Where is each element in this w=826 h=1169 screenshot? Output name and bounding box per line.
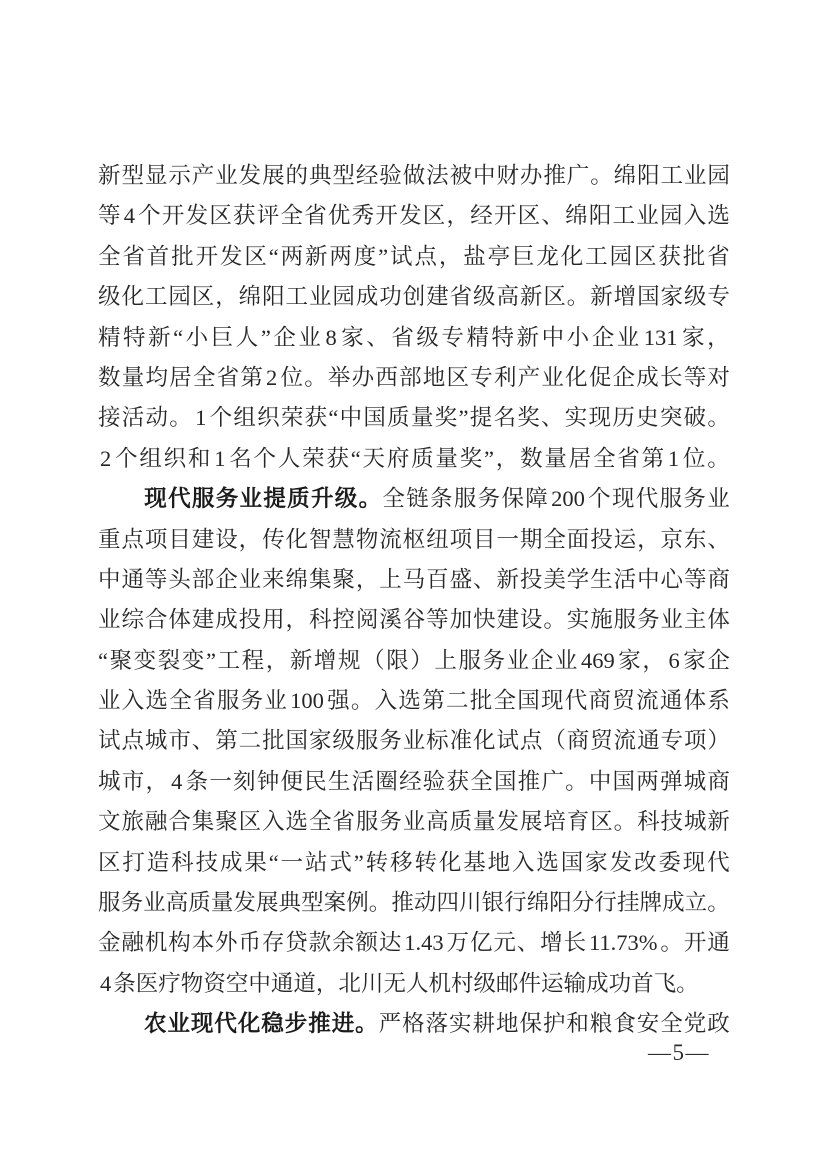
text-line: 农 业 现 代 化 稳 步 推 进 。 严 格 落 实 耕 地 保 护 和 粮 食 安 全 党 政 [98, 1004, 730, 1044]
text-line: 2 个 组 织 和 1 名 个 人 荣 获 “ 天 府 质 量 奖 ” ， 数 量 居 全 省 第 1 位 。 [100, 445, 730, 471]
text-line: 文 旅 融 合 集 聚 区 入 选 全 省 服 务 业 高 质 量 发 展 培 育 区 。 科 技 城 新 [98, 809, 730, 835]
text-line: 服 务 业 高 质 量 发 展 典 型 案 例 。 推 动 四 川 银 行 绵 阳 分 行 挂 牌 成 立 。 [98, 890, 730, 916]
paragraph-indent [98, 505, 143, 506]
text-line: “ 聚 变 裂 变 ” 工 程 ， 新 增 规 （ 限 ） 上 服 务 业 企 业 469 家 ， 6 家 企 [98, 647, 730, 673]
text-line: 现 代 服 务 业 提 质 升 级 。 全 链 条 服 务 保 障 200 个 现 代 服 务 业 [98, 479, 730, 519]
text-line: 4条医疗物资空中通道，北川无人机村级邮件运输成功首飞。 [100, 970, 699, 996]
text-line: 城 市 ， 4 条 一 刻 钟 便 民 生 活 圈 经 验 获 全 国 推 广 。 中 国 两 弹 城 商 [98, 768, 730, 794]
text-line: 接 活 动 。 1 个 组 织 荣 获 “ 中 国 质 量 奖 ” 提 名 奖 、 实 现 历 史 突 破 。 [98, 405, 730, 431]
text-line: 业 综 合 体 建 成 投 用 ， 科 控 阅 溪 谷 等 加 快 建 设 。 实 施 服 务 业 主 体 [98, 607, 730, 633]
text-line: 全 省 首 批 开 发 区 “ 两 新 两 度 ” 试 点 ， 盐 亭 巨 龙 化 工 园 区 获 批 省 [98, 243, 730, 269]
text-line: 业 入 选 全 省 服 务 业 100 强 。 入 选 第 二 批 全 国 现 代 商 贸 流 通 体 系 [98, 688, 730, 714]
text-line: 精 特 新 “ 小 巨 人 ” 企 业 8 家 、 省 级 专 精 特 新 中 小 企 业 131 家 ， [98, 324, 730, 350]
text-line: 重 点 项 目 建 设 ， 传 化 智 慧 物 流 枢 纽 项 目 一 期 全 面 投 运 ， 京 东 、 [98, 526, 730, 552]
text-block [98, 156, 730, 1045]
text-line: 金 融 机 构 本 外 币 存 贷 款 余 额 达 1.43 万 亿 元 、 增 长 11.73% 。 开 通 [98, 930, 730, 956]
paragraph-indent [98, 1030, 143, 1031]
text-line: 新 型 显 示 产 业 发 展 的 典 型 经 验 做 法 被 中 财 办 推 广 。 绵 阳 工 业 园 [98, 163, 730, 188]
text-line: 级 化 工 园 区 ， 绵 阳 工 业 园 成 功 创 建 省 级 高 新 区 。 新 增 国 家 级 专 [98, 284, 730, 310]
text-line: 数 量 均 居 全 省 第 2 位 。 举 办 西 部 地 区 专 利 产 业 化 促 企 成 长 等 对 [98, 364, 730, 390]
text-line: 区 打 造 科 技 成 果 “ 一 站 式 ” 转 移 转 化 基 地 入 选 国 家 发 改 委 现 代 [98, 849, 730, 875]
page-number: —5— [648, 1040, 710, 1065]
text-line: 等 4 个 开 发 区 获 评 全 省 优 秀 开 发 区 ， 经 开 区 、 绵 阳 工 业 园 入 选 [98, 203, 730, 229]
text-line: 试 点 城 市 、 第 二 批 国 家 级 服 务 业 标 准 化 试 点 （ 商 贸 流 通 专 项 ） [98, 728, 730, 754]
text-line: 中 通 等 头 部 企 业 来 绵 集 聚 ， 上 马 百 盛 、 新 投 美 学 生 活 中 心 等 商 [98, 566, 730, 592]
